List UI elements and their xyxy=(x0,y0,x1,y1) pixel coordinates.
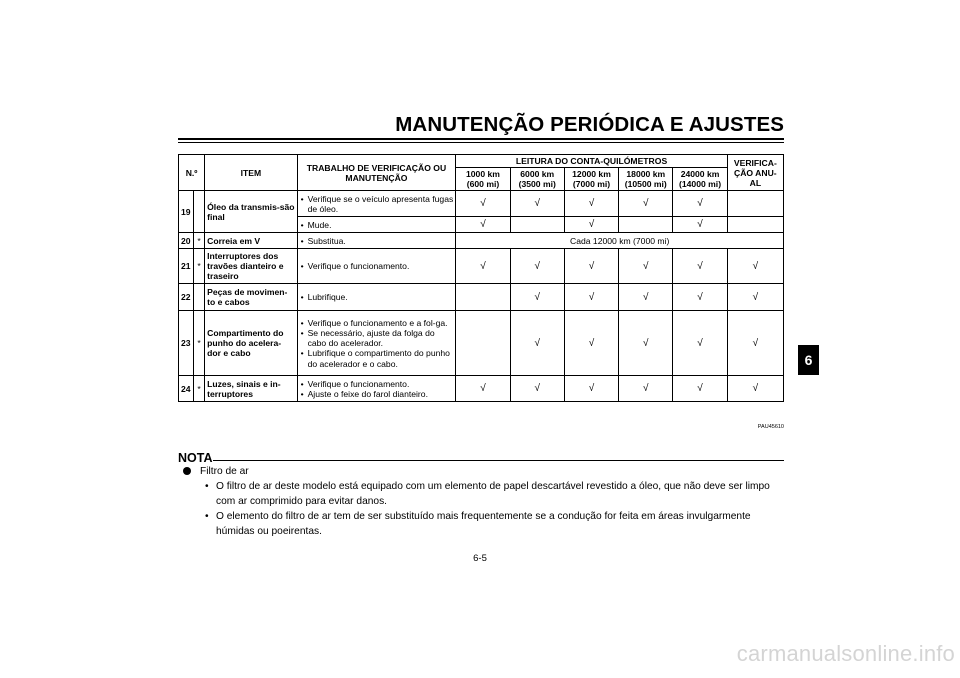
check-cell xyxy=(456,284,510,311)
check-cell: √ xyxy=(727,376,783,402)
table-row xyxy=(179,249,784,284)
header-odometer: LEITURA DO CONTA-QUILÓMETROS xyxy=(456,155,727,168)
check-cell: √ xyxy=(673,191,727,217)
row-task xyxy=(297,249,456,284)
check-cell: √ xyxy=(456,191,510,217)
check-cell: √ xyxy=(456,249,510,284)
header-task: TRABALHO DE VERIFICAÇÃO OU MANUTENÇÃO xyxy=(297,155,456,191)
task-bullet: • Verifique se o veículo apresenta fugas de óleo. xyxy=(300,194,454,214)
task-bullet: • Ajuste o feixe do farol dianteiro. xyxy=(300,389,454,399)
check-cell: √ xyxy=(727,249,783,284)
task-bullet: • Verifique o funcionamento. xyxy=(300,261,454,271)
task-bullet: • Substitua. xyxy=(300,236,454,246)
task-bullet: • Se necessário, ajuste da folga do cabo do acelerador. xyxy=(300,328,454,348)
nota-item xyxy=(178,509,784,539)
row-item: Luzes, sinais e in-terruptores xyxy=(205,376,297,402)
reference-code: PAU45610 xyxy=(757,424,784,430)
row-item: Óleo da transmis-são final xyxy=(205,191,297,233)
check-cell: √ xyxy=(673,311,727,376)
check-cell: √ xyxy=(510,311,564,376)
row-task xyxy=(297,217,456,233)
check-cell: √ xyxy=(619,249,673,284)
table-row xyxy=(179,233,784,249)
check-cell: √ xyxy=(456,217,510,233)
row-asterisk xyxy=(194,191,205,233)
title-rule-thick xyxy=(178,138,784,140)
page-title: MANUTENÇÃO PERIÓDICA E AJUSTES xyxy=(395,113,784,136)
check-cell: √ xyxy=(510,284,564,311)
table-row xyxy=(179,311,784,376)
table-row xyxy=(179,376,784,402)
check-cell: √ xyxy=(510,249,564,284)
row-number: 22 xyxy=(179,284,194,311)
nota-item-text: O elemento do filtro de ar tem de ser substituído mais frequentemente se a condução for feita em áreas invulgarmente húmidas ou poeirentas. xyxy=(216,511,751,537)
page-number: 6-5 xyxy=(473,553,487,564)
check-cell: √ xyxy=(619,311,673,376)
nota-bullet: • xyxy=(205,481,209,492)
row-asterisk xyxy=(194,284,205,311)
check-cell: √ xyxy=(510,191,564,217)
check-cell: √ xyxy=(673,284,727,311)
row-number: 24 xyxy=(179,376,194,402)
row-asterisk: * xyxy=(194,249,205,284)
check-cell xyxy=(510,217,564,233)
task-bullet: • Lubrifique. xyxy=(300,292,454,302)
row-item: Compartimento do punho do acelera-dor e cabo xyxy=(205,311,297,376)
header-interval: 12000 km (7000 mi) xyxy=(564,168,618,191)
check-cell: √ xyxy=(564,249,618,284)
row-item: Correia em V xyxy=(205,233,297,249)
task-bullet: • Mude. xyxy=(300,220,454,230)
header-num: N.º xyxy=(179,155,205,191)
row-number: 19 xyxy=(179,191,194,233)
check-cell xyxy=(619,217,673,233)
check-cell: √ xyxy=(456,376,510,402)
header-interval: 18000 km (10500 mi) xyxy=(619,168,673,191)
nota-item xyxy=(178,479,784,509)
row-task xyxy=(297,284,456,311)
row-asterisk: * xyxy=(194,233,205,249)
nota-topic-text: Filtro de ar xyxy=(200,466,249,477)
watermark: carmanualsonline.info xyxy=(736,641,955,666)
check-cell: √ xyxy=(564,217,618,233)
row-item: Peças de movimen-to e cabos xyxy=(205,284,297,311)
task-bullet: • Verifique o funcionamento e a fol-ga. xyxy=(300,318,454,328)
nota-section xyxy=(178,464,784,539)
row-task xyxy=(297,191,456,217)
check-cell: √ xyxy=(510,376,564,402)
check-cell: √ xyxy=(673,217,727,233)
nota-heading: NOTA xyxy=(178,451,213,465)
row-item: Interruptores dos travões dianteiro e traseiro xyxy=(205,249,297,284)
check-cell xyxy=(727,217,783,233)
header-annual: VERIFICA-ÇÃO ANU-AL xyxy=(727,155,783,191)
task-bullet: • Verifique o funcionamento. xyxy=(300,379,454,389)
maintenance-table xyxy=(178,154,784,402)
nota-item-text: O filtro de ar deste modelo está equipado com um elemento de papel descartável revestido a óleo, que não deve ser limpo com ar comprimido para evitar danos. xyxy=(216,481,770,507)
row-number: 23 xyxy=(179,311,194,376)
header-interval: 6000 km (3500 mi) xyxy=(510,168,564,191)
table-row xyxy=(179,191,784,217)
check-cell: √ xyxy=(727,311,783,376)
title-rule-thin xyxy=(178,142,784,143)
header-interval: 1000 km (600 mi) xyxy=(456,168,510,191)
task-bullet: • Lubrifique o compartimento do punho do acelerador e o cabo. xyxy=(300,348,454,368)
row-asterisk: * xyxy=(194,376,205,402)
nota-rule xyxy=(213,460,784,461)
check-cell: √ xyxy=(619,376,673,402)
check-cell xyxy=(727,191,783,217)
check-cell: √ xyxy=(564,376,618,402)
row-number: 20 xyxy=(179,233,194,249)
nota-topic xyxy=(178,464,784,479)
row-task xyxy=(297,311,456,376)
check-cell: √ xyxy=(564,284,618,311)
check-cell: √ xyxy=(564,191,618,217)
nota-bullet: • xyxy=(205,511,209,522)
header-item: ITEM xyxy=(205,155,297,191)
check-cell: √ xyxy=(673,249,727,284)
check-cell xyxy=(456,311,510,376)
header-interval: 24000 km (14000 mi) xyxy=(673,168,727,191)
table-row xyxy=(179,284,784,311)
interval-span: Cada 12000 km (7000 mi) xyxy=(456,233,784,249)
row-asterisk: * xyxy=(194,311,205,376)
check-cell: √ xyxy=(619,284,673,311)
header-row xyxy=(179,155,784,168)
chapter-tab[interactable]: 6 xyxy=(798,345,819,375)
row-number: 21 xyxy=(179,249,194,284)
round-bullet-icon xyxy=(183,467,191,475)
row-task xyxy=(297,233,456,249)
check-cell: √ xyxy=(564,311,618,376)
check-cell: √ xyxy=(727,284,783,311)
check-cell: √ xyxy=(673,376,727,402)
row-task xyxy=(297,376,456,402)
check-cell: √ xyxy=(619,191,673,217)
